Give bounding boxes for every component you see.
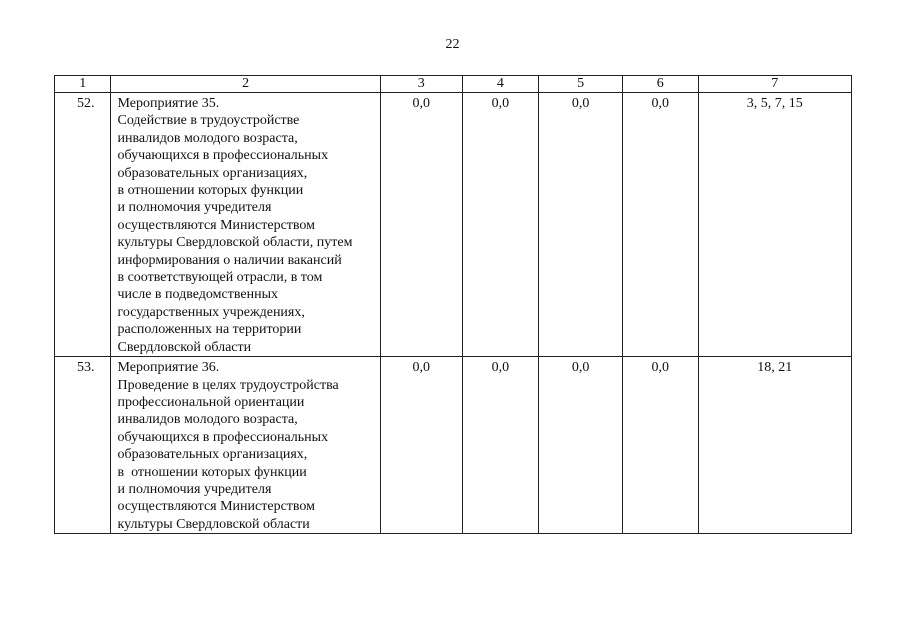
column-header-5: 5 xyxy=(539,76,623,93)
column-header-7: 7 xyxy=(698,76,851,93)
description-line: числе в подведомственных xyxy=(117,287,278,303)
value-col-3: 0,0 xyxy=(380,357,462,534)
row-number: 53. xyxy=(55,357,111,534)
description-line: осуществляются Министерством xyxy=(117,217,316,233)
description-line: государственных учреждениях, xyxy=(117,304,305,320)
value-col-3: 0,0 xyxy=(380,93,462,357)
table-header-row xyxy=(55,76,852,93)
description-line: образовательных организациях, xyxy=(117,165,308,181)
target-indicators: 18, 21 xyxy=(698,357,851,534)
description-line: информирования о наличии вакансий xyxy=(117,252,342,268)
column-header-3: 3 xyxy=(380,76,462,93)
description-line: культуры Свердловской области, путем xyxy=(117,235,353,251)
description-line: и полномочия учредителя xyxy=(117,481,272,497)
page-number: 22 xyxy=(445,37,460,52)
row-number: 52. xyxy=(55,93,111,357)
value-col-6: 0,0 xyxy=(622,357,698,534)
column-header-6: 6 xyxy=(622,76,698,93)
description-line: в отношении которых функции xyxy=(117,183,304,199)
description-line: обучающихся в профессиональных xyxy=(117,148,329,164)
description-line: осуществляются Министерством xyxy=(117,499,316,515)
value-col-4: 0,0 xyxy=(462,93,539,357)
value-col-5: 0,0 xyxy=(539,357,623,534)
value-col-4: 0,0 xyxy=(462,357,539,534)
target-indicators: 3, 5, 7, 15 xyxy=(698,93,851,357)
description-line: профессиональной ориентации xyxy=(117,394,305,410)
description-line: Свердловской области xyxy=(117,339,252,355)
description-line: и полномочия учредителя xyxy=(117,200,272,216)
activity-title: Мероприятие 36. xyxy=(117,360,220,376)
activity-description xyxy=(111,357,380,534)
description-line: в отношении которых функции xyxy=(117,464,307,480)
description-line: расположенных на территории xyxy=(117,322,302,338)
activities-table xyxy=(54,75,852,534)
column-header-4: 4 xyxy=(462,76,539,93)
description-line: инвалидов молодого возраста, xyxy=(117,412,298,428)
value-col-6: 0,0 xyxy=(622,93,698,357)
value-col-5: 0,0 xyxy=(539,93,623,357)
description-line: инвалидов молодого возраста, xyxy=(117,130,298,146)
description-line: в соответствующей отрасли, в том xyxy=(117,270,323,286)
activity-title: Мероприятие 35. xyxy=(117,96,220,111)
column-header-2: 2 xyxy=(111,76,380,93)
activity-description xyxy=(111,93,380,357)
column-header-1: 1 xyxy=(55,76,111,93)
table-row xyxy=(55,93,852,357)
description-line: Содействие в трудоустройстве xyxy=(117,113,300,129)
description-line: Проведение в целях трудоустройства xyxy=(117,377,339,393)
table-row xyxy=(55,357,852,534)
description-line: обучающихся в профессиональных xyxy=(117,429,329,445)
description-line: культуры Свердловской области xyxy=(117,516,310,532)
description-line: образовательных организациях, xyxy=(117,447,308,463)
